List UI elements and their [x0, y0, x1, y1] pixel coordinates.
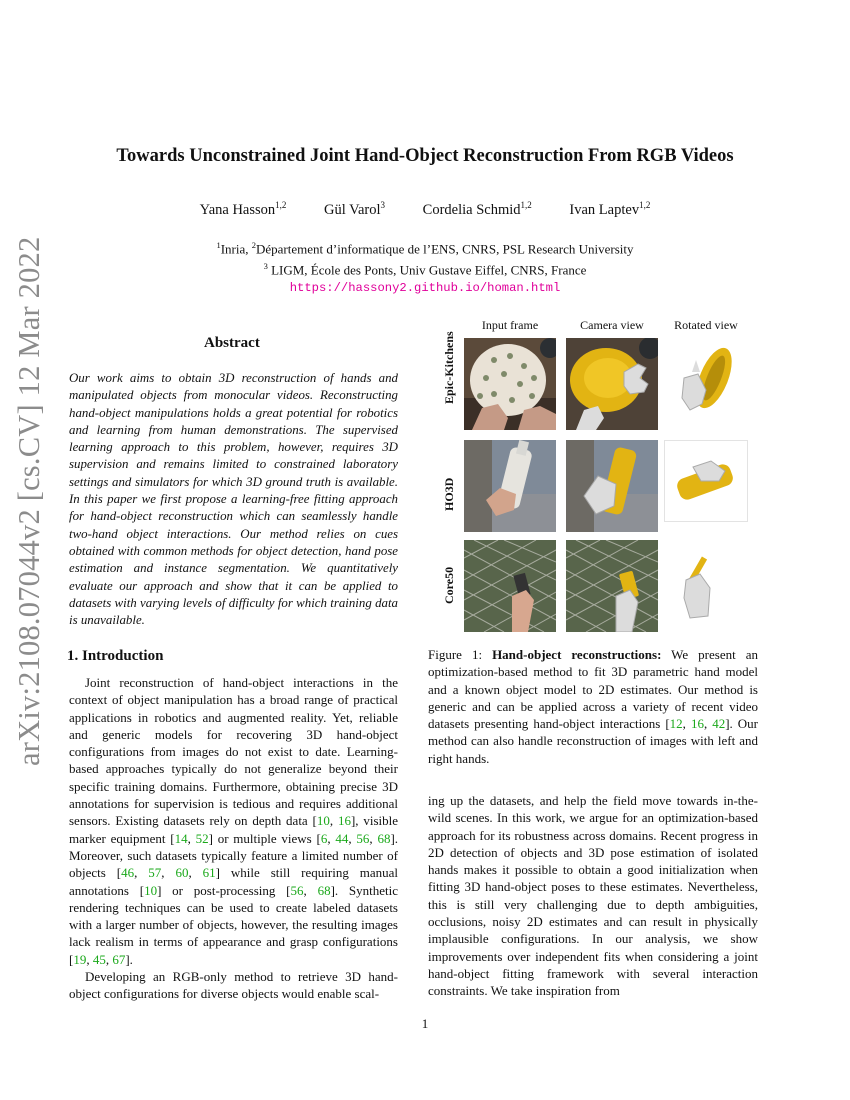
arxiv-stamp — [12, 236, 52, 766]
paper-title: Towards Unconstrained Joint Hand-Object Reconstruction From RGB Videos — [116, 146, 734, 166]
citation-link[interactable]: 19 — [73, 951, 87, 967]
citation-link[interactable]: 46 — [121, 865, 135, 881]
citation-link[interactable]: 57 — [148, 865, 162, 881]
citation-link[interactable]: 16 — [690, 716, 704, 732]
fig-col-header-rotated: Rotated view — [674, 318, 738, 332]
author: Gül Varol$^3$ — [324, 200, 386, 218]
citation-link[interactable]: 6 — [320, 830, 328, 846]
abstract-text: Our work aims to obtain 3D reconstruction of hands and manipulated objects from monocular videos. Reconstructing hand-object manipulations holds a great potential for robotics and learning from human demonstrations. The supervised learning approach to this problem, however, requires 3D supervision and remains limited to constrained laboratory settings and simulators for which 3D ground truth is available. In this paper we first propose a learning-free fitting approach for hand-object reconstruction which can seamlessly handle two-hand object interactions. Our method relies on cues obtained with common methods for object detection, hand pose estimation and instance segmentation. We quantitatively evaluate our approach and show that it can be applied to datasets with varying levels of difficulty for which training data is unavailable. — [69, 371, 398, 628]
citation-link[interactable]: 56 — [356, 830, 370, 846]
section-heading-introduction: 1. Introduction — [67, 648, 164, 664]
abstract-heading: Abstract — [204, 335, 260, 351]
fig-col-header-input: Input frame — [481, 318, 539, 332]
citation-link[interactable]: 42 — [712, 716, 726, 732]
arxiv-id: arXiv:2108.07044v2 [cs.CV] 12 Mar 2022 — [12, 236, 46, 766]
fig-col-header-camera: Camera view — [580, 318, 644, 332]
citation-link[interactable]: 56 — [290, 882, 304, 898]
intro-paragraph-2: Developing an RGB-only method to retrieve 3D hand-object configurations for diverse objects would enable scal- — [69, 969, 398, 1002]
author-list — [0, 200, 850, 219]
citation-link[interactable]: 44 — [335, 830, 349, 846]
citation-link[interactable]: 61 — [202, 865, 216, 881]
epic-rotated-view-image — [664, 338, 746, 430]
citation-link[interactable]: 10 — [316, 813, 330, 829]
author: Yana Hasson$^{1,2}$ — [199, 200, 287, 218]
core50-camera-view-image — [566, 540, 658, 632]
citation-link[interactable]: 52 — [195, 830, 209, 846]
citation-link[interactable]: 10 — [144, 882, 158, 898]
citation-link[interactable]: 16 — [337, 813, 351, 829]
page-number: 1 — [421, 1016, 429, 1031]
core50-input-frame-image — [464, 540, 556, 632]
citation-link[interactable]: 12 — [669, 716, 683, 732]
epic-input-frame-image — [464, 338, 556, 430]
ho3d-input-frame-image — [464, 440, 556, 532]
ho3d-camera-view-image — [566, 440, 658, 532]
project-url-link[interactable]: https://hassony2.github.io/homan.html — [289, 281, 561, 295]
ho3d-rotated-view-image — [664, 440, 748, 522]
citation-link[interactable]: 68 — [317, 882, 331, 898]
citation-link[interactable]: 68 — [377, 830, 391, 846]
citation-link[interactable]: 45 — [92, 951, 106, 967]
author: Ivan Laptev$^{1,2}$ — [569, 200, 651, 218]
intro-text — [69, 674, 398, 1003]
citation-link[interactable]: 14 — [174, 830, 188, 846]
author: Cordelia Schmid$^{1,2}$ — [422, 200, 532, 218]
figure-caption: Figure 1: Hand-object reconstructions: We present an optimization-based method to fit 3D parametric hand model and a known object model to 2D estimates. Our method is generic and can be applied across a variety of recent video datasets presenting hand-object interactions [12, 16, 42]. Our method can also handle reconstruction of images with left and right hands. — [428, 647, 759, 766]
core50-rotated-view-image — [664, 540, 746, 632]
citation-link[interactable]: 67 — [112, 951, 126, 967]
affiliation-line-1: $^1$Inria, $^2$Département d’informatique de l’ENS, CNRS, PSL Research University — [216, 240, 634, 257]
epic-camera-view-image — [566, 338, 658, 430]
intro-paragraph-1: Joint reconstruction of hand-object interactions in the context of object manipulation has a broad range of practical applications in robotics and augmented reality. Yet, reliable and generic models for recovering 3D hand-object configurations from images do not exist to date. Learning-based approaches typically do not generalize beyond their specific training domains. Furthermore, obtaining precise 3D annotations for supervision is tedious and requires additional sensors. Existing datasets rely on depth data [10, 16], visible marker equipment [14, 52] or multiple views [6, 44, 56, 68]. Moreover, such datasets typically feature a limited number of objects [46, 57, 60, 61] while still requiring manual annotations [10] or post-processing [56, 68]. Synthetic rendering techniques can be used to create labeled datasets with a larger number of objects, however, the resulting images lack realism in terms of appearance and grasp configurations [19, 45, 67]. — [69, 675, 399, 967]
right-column-text: ing up the datasets, and help the field move towards in-the-wild scenes. In this work, we argue for an optimization-based approach for its robustness across domains. Recent progress in 2D detection of objects and 3D pose estimation of isolated hands makes it possible to obtain a good initialization when fitting 3D hand-object poses to these estimates. Nevertheless, this is still very challenging due to depth ambiguities, occlusions, noisy 2D estimates and can result in physically implausible configurations. In our analysis, we show improvements over independent fits when considering a joint hand-object fitting framework with several interaction constraints. We take inspiration from — [428, 793, 758, 999]
affiliation-line-2: $^3$ LIGM, École des Ponts, Univ Gustave Eiffel, CNRS, France — [263, 261, 587, 278]
citation-link[interactable]: 60 — [175, 865, 189, 881]
